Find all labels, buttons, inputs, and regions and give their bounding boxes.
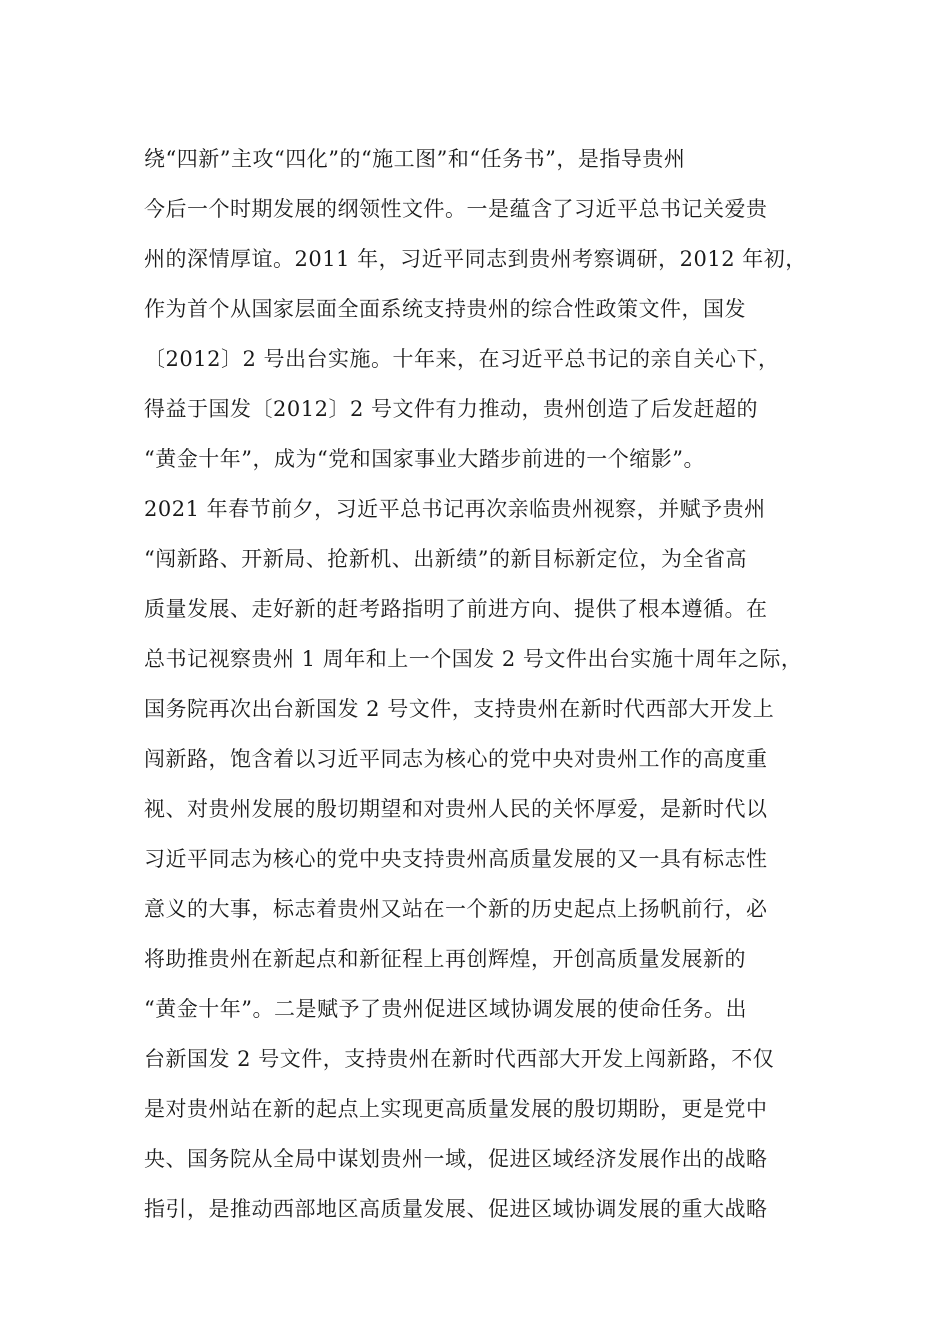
text-line: 是对贵州站在新的起点上实现更高质量发展的殷切期盼，更是党中 xyxy=(144,1097,768,1121)
text-line: 今后一个时期发展的纲领性文件。一是蕴含了习近平总书记关爱贵 xyxy=(144,197,768,221)
text-line: 指引，是推动西部地区高质量发展、促进区域协调发展的重大战略 xyxy=(144,1197,768,1221)
text-line: “黄金十年”。二是赋予了贵州促进区域协调发展的使命任务。出 xyxy=(144,997,747,1021)
text-line: 州的深情厚谊。2011 年，习近平同志到贵州考察调研，2012 年初， xyxy=(144,247,807,271)
text-line: 〔2012〕2 号出台实施。十年来，在习近平总书记的亲自关心下， xyxy=(144,347,780,371)
text-line: 总书记视察贵州 1 周年和上一个国发 2 号文件出台实施十周年之际， xyxy=(144,647,803,671)
text-line: 将助推贵州在新起点和新征程上再创辉煌，开创高质量发展新的 xyxy=(144,947,746,971)
text-line: 得益于国发〔2012〕2 号文件有力推动，贵州创造了后发赶超的 xyxy=(144,397,758,421)
text-line: 2021 年春节前夕，习近平总书记再次亲临贵州视察，并赋予贵州 xyxy=(144,497,766,521)
text-line: 绕“四新”主攻“四化”的“施工图”和“任务书”，是指导贵州 xyxy=(144,147,686,171)
text-line: 习近平同志为核心的党中央支持贵州高质量发展的又一具有标志性 xyxy=(144,847,768,871)
text-line: 视、对贵州发展的殷切期望和对贵州人民的关怀厚爱，是新时代以 xyxy=(144,797,768,821)
text-line: 作为首个从国家层面全面系统支持贵州的综合性政策文件，国发 xyxy=(144,297,746,321)
text-line: “闯新路、开新局、抢新机、出新绩”的新目标新定位，为全省高 xyxy=(144,547,747,571)
text-line: 闯新路，饱含着以习近平同志为核心的党中央对贵州工作的高度重 xyxy=(144,747,768,771)
body-text xyxy=(144,134,807,1234)
text-line: 意义的大事，标志着贵州又站在一个新的历史起点上扬帆前行，必 xyxy=(144,897,768,921)
text-line: 质量发展、走好新的赶考路指明了前进方向、提供了根本遵循。在 xyxy=(144,597,768,621)
text-line: 国务院再次出台新国发 2 号文件，支持贵州在新时代西部大开发上 xyxy=(144,697,775,721)
text-line: 台新国发 2 号文件，支持贵州在新时代西部大开发上闯新路，不仅 xyxy=(144,1047,775,1071)
text-line: 央、国务院从全局中谋划贵州一域，促进区域经济发展作出的战略 xyxy=(144,1147,768,1171)
text-line: “黄金十年”，成为“党和国家事业大踏步前进的一个缩影”。 xyxy=(144,447,705,471)
